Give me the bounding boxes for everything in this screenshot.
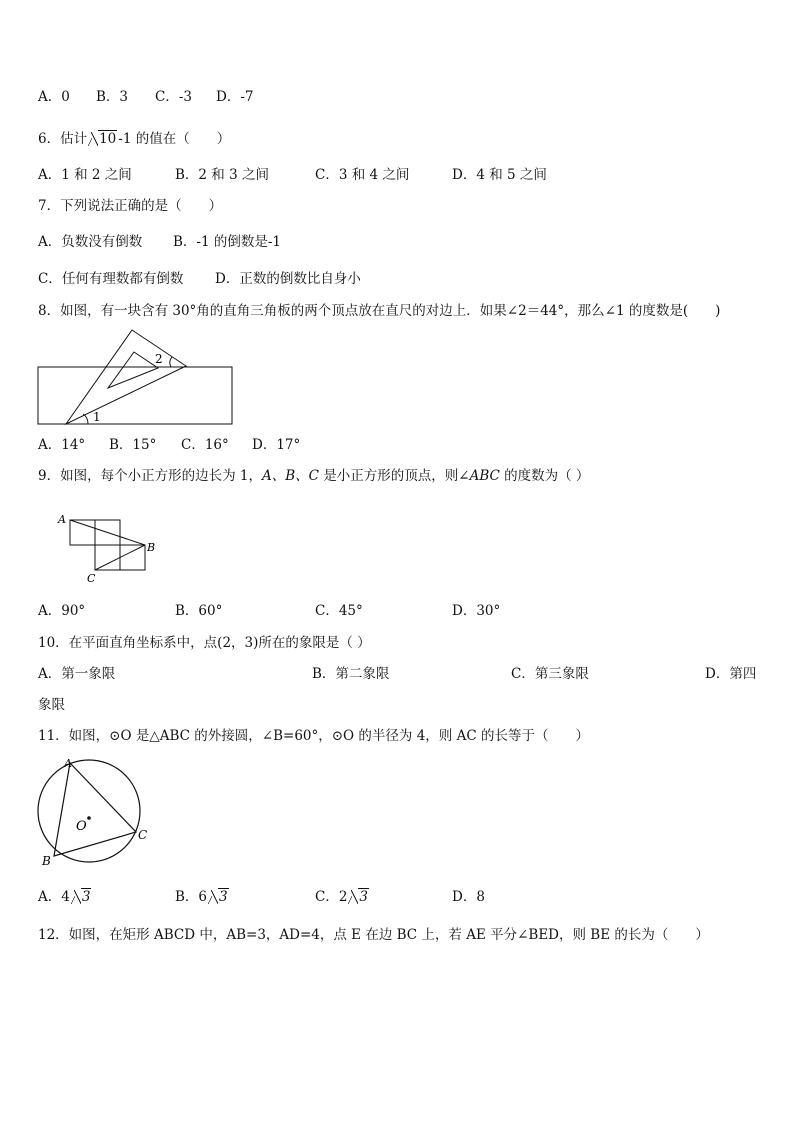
q10-option-c: C．第三象限 <box>511 666 589 682</box>
q11-option-c-radicand: 3 <box>359 889 369 905</box>
point-c-label: C <box>87 572 96 585</box>
q9-stem-pre: 9．如图，每个小正方形的边长为 1， <box>38 468 262 484</box>
q10-option-d-wrap: 象限 <box>38 697 65 713</box>
grid-squares <box>70 520 145 570</box>
q11-option-d <box>452 888 485 906</box>
circumcircle <box>38 760 140 862</box>
point-c-label: C <box>138 828 148 842</box>
q9-option-d: D．30° <box>452 603 501 619</box>
sqrt-symbol <box>348 888 369 906</box>
q8-option-a: A．14° <box>38 437 86 453</box>
point-b-label: B <box>147 541 156 554</box>
sqrt-symbol <box>71 888 92 906</box>
q9-option-a: A．90° <box>38 603 86 619</box>
q11-option-b-radicand: 3 <box>219 889 228 905</box>
q5-option-b: B．3 <box>96 89 129 105</box>
center-point <box>87 816 91 820</box>
q9-figure <box>56 510 166 586</box>
q5-option-d: D．-7 <box>216 89 254 105</box>
q8-option-d: D．17° <box>252 437 301 453</box>
q6-option-d: D．4 和 5 之间 <box>452 167 547 183</box>
q6-suffix: -1 的值在（ ） <box>118 131 231 147</box>
ruler <box>38 367 232 424</box>
q9-stem-mid: 是小正方形的顶点，则∠ <box>318 468 470 484</box>
q6-stem <box>38 130 230 148</box>
q10-stem: 10．在平面直角坐标系中，点(2，3)所在的象限是（ ） <box>38 635 371 651</box>
q10-option-d: D．第四 <box>705 666 757 682</box>
point-a-label: A <box>58 513 66 526</box>
set-square-outer <box>66 330 186 424</box>
q6-option-c: C．3 和 4 之间 <box>315 167 410 183</box>
q11-option-a-coef: A．4 <box>38 889 70 905</box>
q11-option-b-coef: B．6 <box>175 889 208 905</box>
q5-option-c: C．-3 <box>155 89 192 105</box>
q9-stem <box>38 467 589 485</box>
point-o-label: O <box>76 819 87 834</box>
q6-radicand: 10 <box>99 131 117 147</box>
point-b-label: B <box>42 854 51 868</box>
q12-stem: 12．如图，在矩形 ABCD 中，AB=3，AD=4，点 E 在边 BC 上，若 AE 平分∠BED，则 BE 的长为（ ） <box>38 927 709 943</box>
angle1-label: 1 <box>93 410 101 424</box>
angle2-label: 2 <box>155 352 163 366</box>
q11-option-a-radicand: 3 <box>81 889 91 905</box>
segment-ab <box>70 520 145 545</box>
q8-figure <box>36 326 236 428</box>
q11-option-c-coef: C．2 <box>315 889 348 905</box>
sqrt-symbol <box>208 888 229 906</box>
q11-figure <box>34 756 154 868</box>
q8-option-c: C．16° <box>181 437 229 453</box>
q7-option-a: A．负数没有倒数 <box>38 234 143 250</box>
angle2-arc <box>170 357 172 367</box>
q9-option-c: C．45° <box>315 603 363 619</box>
q5-option-a: A．0 <box>38 89 70 105</box>
q9-stem-angle: ABC <box>469 468 500 484</box>
q7-stem: 7．下列说法正确的是（ ） <box>38 198 223 214</box>
q6-prefix: 6．估计 <box>38 131 88 147</box>
q9-option-b: B．60° <box>175 603 223 619</box>
q11-option-d-coef: D．8 <box>452 889 485 905</box>
q8-option-b: B．15° <box>109 437 157 453</box>
point-a-label: A <box>64 757 72 770</box>
q10-option-b: B．第二象限 <box>312 666 390 682</box>
q6-option-b: B．2 和 3 之间 <box>175 167 269 183</box>
q11-option-b <box>175 888 230 906</box>
q9-stem-vars: A、B、C <box>261 468 319 484</box>
q11-option-a <box>38 888 92 906</box>
triangle-abc <box>54 763 136 856</box>
q7-option-d: D．正数的倒数比自身小 <box>215 271 361 287</box>
set-square-inner <box>108 352 158 388</box>
q7-option-c: C．任何有理数都有倒数 <box>38 271 184 287</box>
sqrt-symbol <box>88 130 117 148</box>
q7-option-b: B．-1 的倒数是-1 <box>173 234 282 250</box>
q10-option-a: A．第一象限 <box>38 666 116 682</box>
q11-option-c <box>315 888 370 906</box>
q8-stem: 8．如图，有一块含有 30°角的直角三角板的两个顶点放在直尺的对边上．如果∠2＝44°，那么∠1 的度数是( ) <box>38 303 721 319</box>
q6-option-a: A．1 和 2 之间 <box>38 167 132 183</box>
q11-stem: 11．如图，⊙O 是△ABC 的外接圆，∠B=60°，⊙O 的半径为 4，则 AC 的长等于（ ） <box>38 728 589 744</box>
q9-stem-post: 的度数为（ ） <box>499 468 590 484</box>
